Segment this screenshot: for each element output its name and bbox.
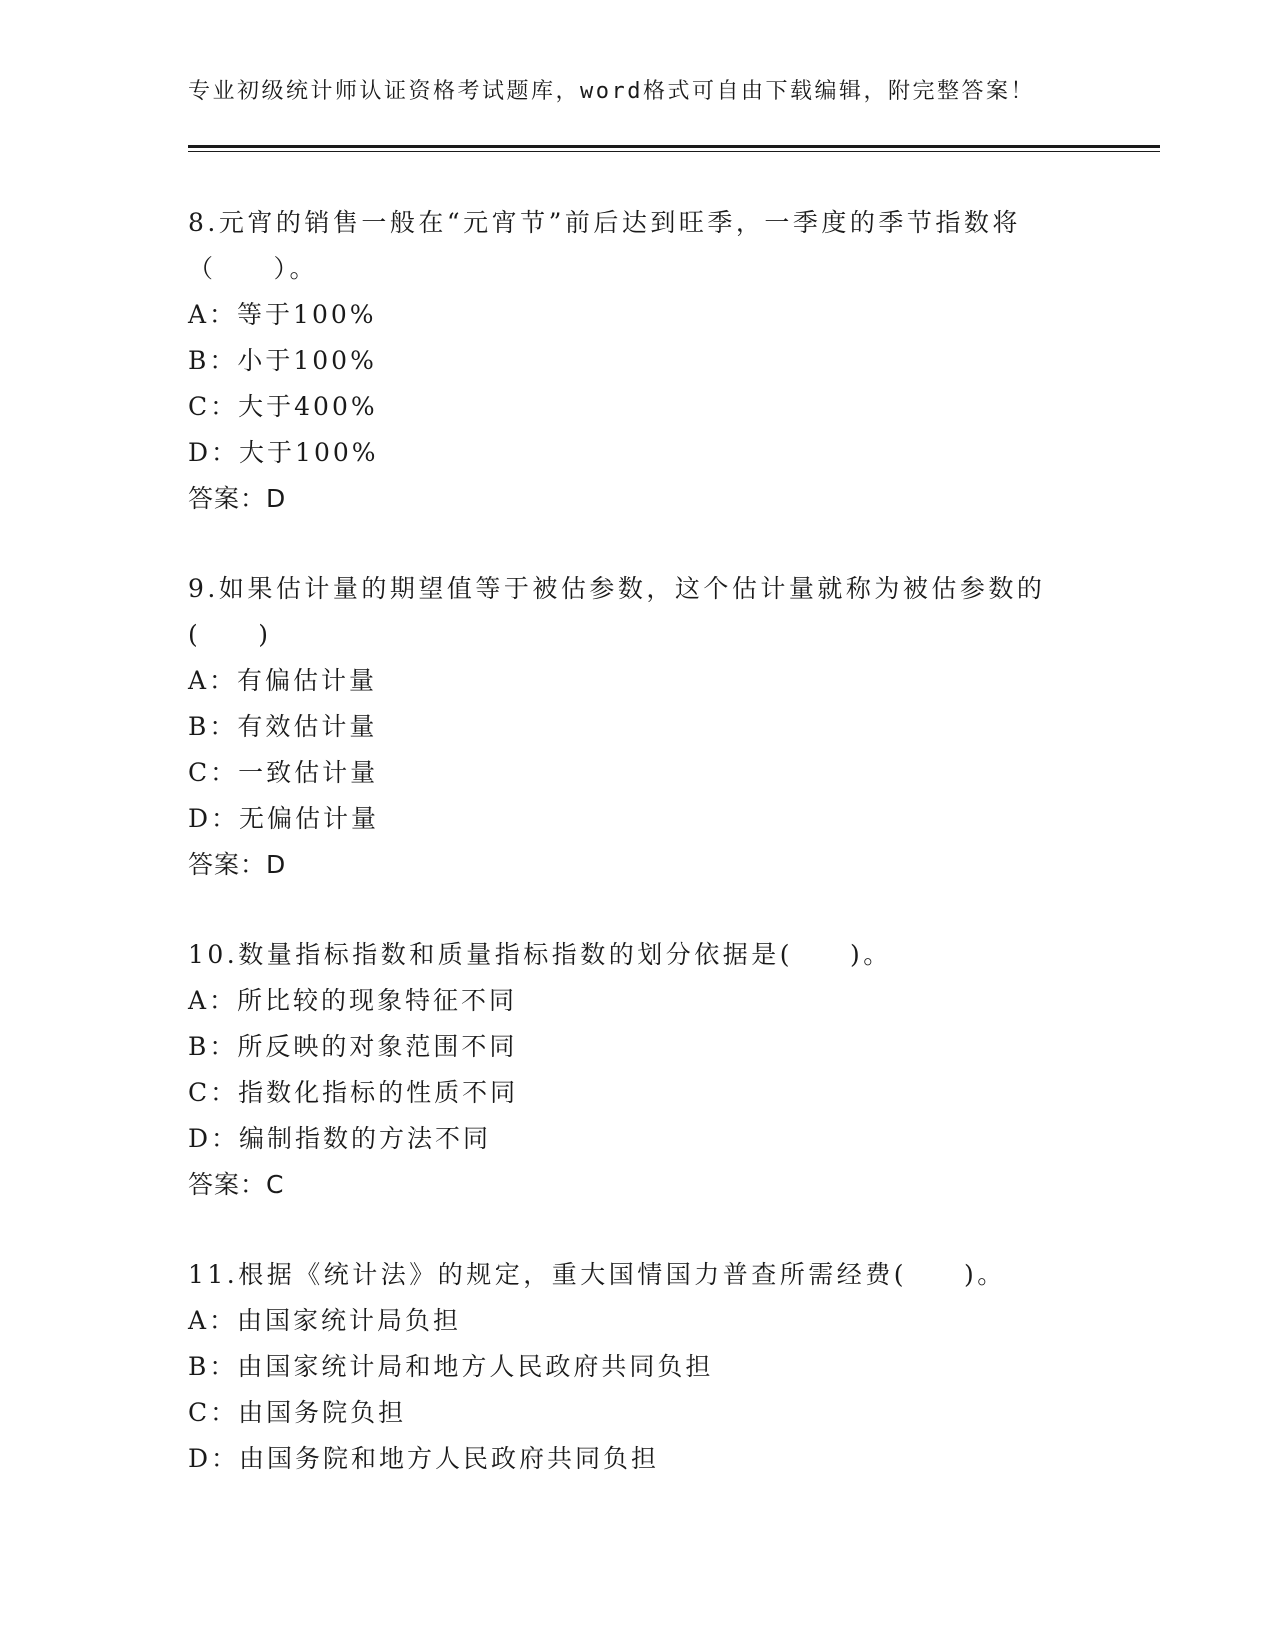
option-c: C：大于400% xyxy=(188,392,378,421)
option-a: A：由国家统计局负担 xyxy=(188,1306,462,1335)
option-c: C：一致估计量 xyxy=(188,758,379,787)
option-c: C：指数化指标的性质不同 xyxy=(188,1078,519,1107)
question-stem: 9.如果估计量的期望值等于被估参数，这个估计量就称为被估参数的 xyxy=(188,574,1046,603)
question-11 xyxy=(188,1252,1088,1482)
option-b: B：所反映的对象范围不同 xyxy=(188,1032,518,1061)
option-c: C：由国务院负担 xyxy=(188,1398,407,1427)
option-a: A：所比较的现象特征不同 xyxy=(188,986,518,1015)
option-a: A：等于100% xyxy=(188,300,377,329)
question-stem-continued: （ ）。 xyxy=(188,254,319,283)
option-d: D：大于100% xyxy=(188,438,379,467)
answer: 答案：D xyxy=(188,850,287,879)
question-stem: 11.根据《统计法》的规定，重大国情国力普查所需经费( )。 xyxy=(188,1260,1006,1289)
header-rule-thin xyxy=(188,151,1160,152)
header-title: 专业初级统计师认证资格考试题库，word格式可自由下载编辑，附完整答案！ xyxy=(188,79,1035,104)
header-rule-thick xyxy=(188,145,1160,148)
option-d: D：编制指数的方法不同 xyxy=(188,1124,492,1153)
option-b: B：由国家统计局和地方人民政府共同负担 xyxy=(188,1352,714,1381)
option-b: B：小于100% xyxy=(188,346,377,375)
option-a: A：有偏估计量 xyxy=(188,666,378,695)
question-stem: 10.数量指标指数和质量指标指数的划分依据是( )。 xyxy=(188,940,892,969)
question-stem-continued: ( ) xyxy=(188,620,272,649)
answer: 答案：C xyxy=(188,1170,285,1199)
question-8 xyxy=(188,200,1088,522)
question-10 xyxy=(188,932,1088,1208)
answer: 答案：D xyxy=(188,484,287,513)
question-stem: 8.元宵的销售一般在“元宵节”前后达到旺季，一季度的季节指数将 xyxy=(188,208,1021,237)
question-9 xyxy=(188,566,1088,888)
option-d: D：由国务院和地方人民政府共同负担 xyxy=(188,1444,660,1473)
option-d: D：无偏估计量 xyxy=(188,804,380,833)
option-b: B：有效估计量 xyxy=(188,712,378,741)
